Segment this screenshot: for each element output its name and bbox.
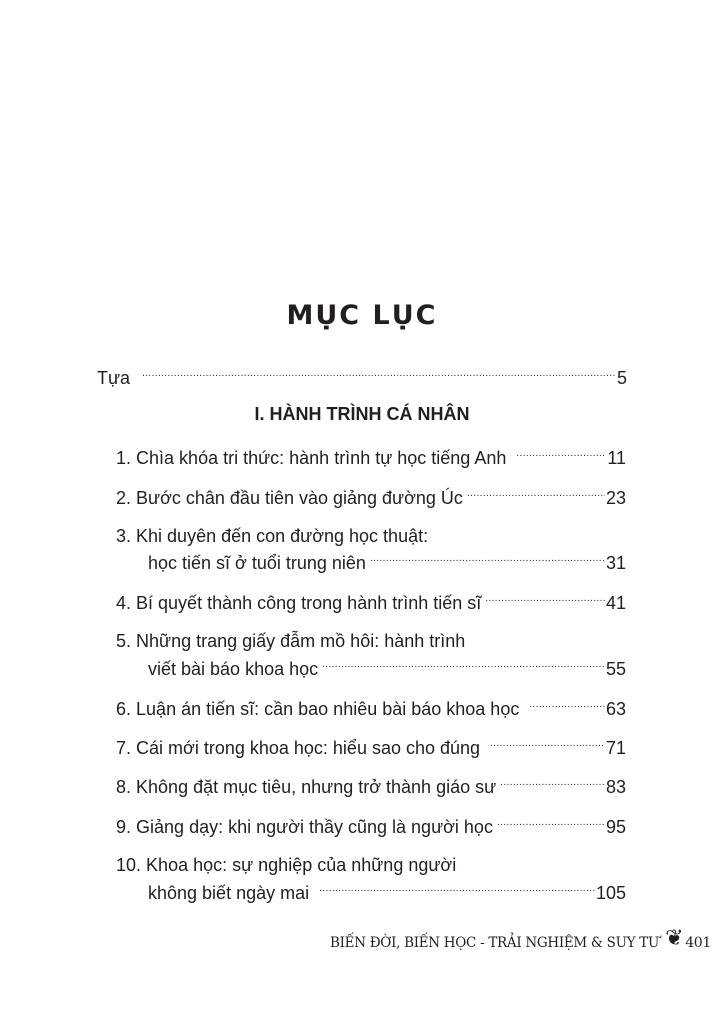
- toc-entry-title: Bước chân đầu tiên vào giảng đường Úc: [136, 488, 463, 508]
- dot-leader: [490, 736, 605, 754]
- toc-entry[interactable]: [116, 815, 626, 838]
- toc-entry-line1[interactable]: [116, 525, 428, 547]
- toc-entry-number: 10.: [116, 855, 142, 875]
- dot-leader: [322, 657, 605, 675]
- dot-leader: [142, 366, 616, 384]
- toc-entry-number: 2.: [116, 488, 132, 508]
- dot-leader: [370, 551, 605, 569]
- toc-entry[interactable]: [148, 657, 626, 680]
- toc-entry-page: 95: [605, 817, 626, 837]
- toc-entry-page: 63: [605, 699, 626, 719]
- toc-entry-page: 23: [605, 488, 626, 508]
- toc-entry-line1[interactable]: [116, 854, 456, 876]
- running-title: BIẾN ĐỜI, BIẾN HỌC - TRẢI NGHIỆM & SUY TƯ: [330, 935, 660, 951]
- toc-entry-title: Giảng dạy: khi người thầy cũng là người học: [136, 817, 493, 837]
- toc-entry-title: Cái mới trong khoa học: hiểu sao cho đúng: [136, 738, 481, 758]
- dot-leader: [485, 591, 605, 609]
- toc-entry-title: Khi duyên đến con đường học thuật:: [136, 526, 429, 546]
- toc-entry-number: 7.: [116, 738, 132, 758]
- toc-entry-title: Không đặt mục tiêu, nhưng trở thành giáo sư: [136, 777, 497, 797]
- toc-entry-title: Khoa học: sự nghiệp của những người: [146, 855, 457, 875]
- toc-entry-number: 8.: [116, 777, 132, 797]
- toc-entry[interactable]: [148, 881, 626, 904]
- toc-entry-title: Những trang giấy đẫm mồ hôi: hành trình: [136, 631, 466, 651]
- dot-leader: [529, 697, 605, 715]
- toc-entry-number: 3.: [116, 526, 132, 546]
- toc-entry-title: Tựa: [97, 368, 131, 388]
- toc-entry[interactable]: [116, 697, 626, 720]
- dot-leader: [319, 881, 595, 899]
- toc-entry-title: Chìa khóa tri thức: hành trình tự học tiếng Anh: [136, 448, 507, 468]
- page-title: MỤC LỤC: [286, 300, 438, 331]
- dot-leader: [500, 775, 605, 793]
- toc-entry-page: 41: [605, 593, 626, 613]
- toc-entry-title: Bí quyết thành công trong hành trình tiến sĩ: [136, 593, 482, 613]
- running-footer: [330, 926, 712, 954]
- toc-entry-number: 9.: [116, 817, 132, 837]
- dot-leader: [516, 446, 606, 464]
- page-number: 401: [685, 935, 712, 951]
- toc-entry-page: 55: [605, 659, 626, 679]
- toc-entry-title: viết bài báo khoa học: [148, 659, 319, 679]
- toc-entry-line1[interactable]: [116, 630, 465, 652]
- dot-leader: [497, 815, 605, 833]
- toc-entry-page: 71: [605, 738, 626, 758]
- toc-entry-page: 31: [605, 553, 626, 573]
- toc-entry-number: 6.: [116, 699, 132, 719]
- toc-entry-title: không biết ngày mai: [148, 883, 310, 903]
- toc-entry-number: 5.: [116, 631, 132, 651]
- section-heading: I. HÀNH TRÌNH CÁ NHÂN: [254, 404, 470, 424]
- toc-entry-preface[interactable]: [97, 366, 627, 389]
- toc-entry[interactable]: [116, 486, 626, 509]
- toc-entry[interactable]: [116, 446, 626, 469]
- toc-entry[interactable]: [116, 775, 626, 798]
- toc-entry[interactable]: [148, 551, 626, 574]
- toc-entry-title: học tiến sĩ ở tuổi trung niên: [148, 553, 366, 573]
- dot-leader: [467, 486, 605, 504]
- fleuron-ornament-icon: ❦: [665, 926, 684, 951]
- toc-entry-page: 11: [607, 448, 626, 468]
- toc-entry-page: 83: [605, 777, 626, 797]
- toc-entry-page: 5: [616, 368, 627, 388]
- toc-entry[interactable]: [116, 591, 626, 614]
- toc-entry[interactable]: [116, 736, 626, 759]
- toc-entry-page: 105: [595, 883, 626, 903]
- toc-entry-title: Luận án tiến sĩ: cần bao nhiêu bài báo khoa học: [136, 699, 520, 719]
- toc-entry-number: 1.: [116, 448, 132, 468]
- toc-entry-number: 4.: [116, 593, 132, 613]
